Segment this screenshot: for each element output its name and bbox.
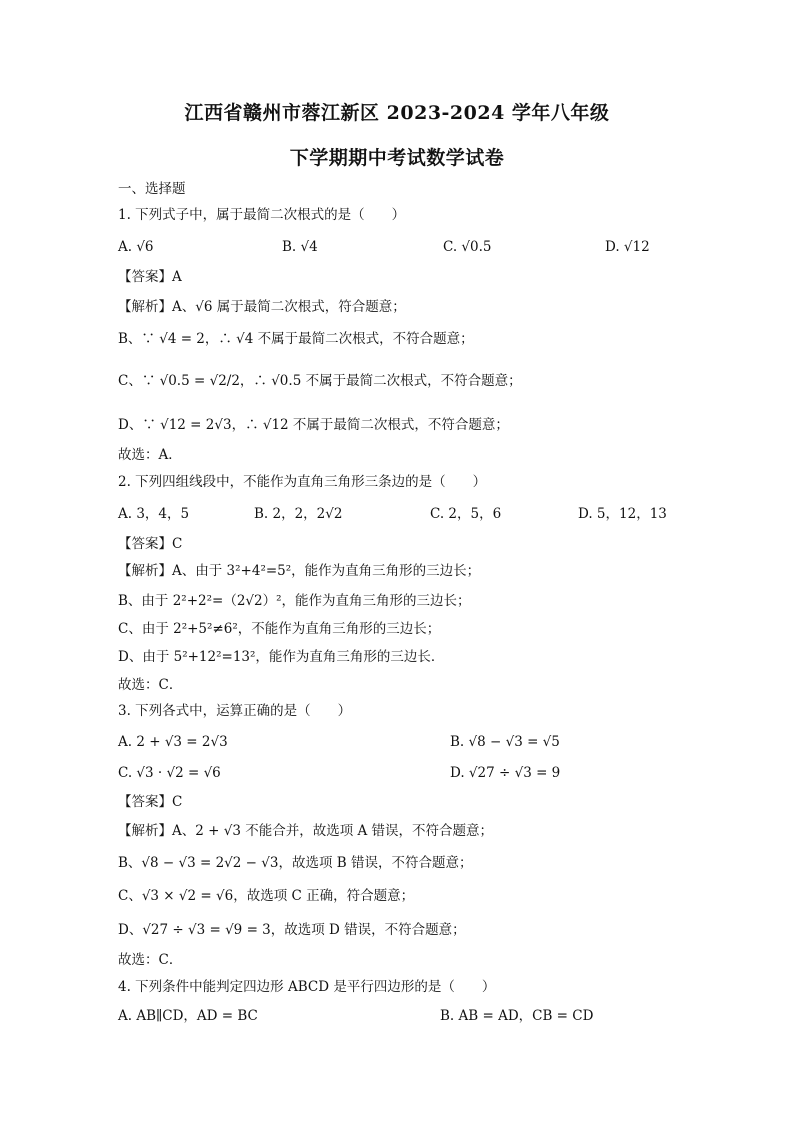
q1-option-b: B. √4 bbox=[282, 239, 318, 255]
q2-stem: 2. 下列四组线段中，不能作为直角三角形三条边的是（ ） bbox=[118, 474, 487, 490]
q3-option-a: A. 2 + √3 = 2√3 bbox=[118, 734, 228, 750]
q4-option-b: B. AB = AD，CB = CD bbox=[440, 1008, 594, 1024]
q3-option-b: B. √8 − √3 = √5 bbox=[450, 734, 560, 750]
q3-conclusion: 故选：C． bbox=[118, 952, 183, 968]
q3-analysis-1: 【解析】A、2 + √3 不能合并，故选项 A 错误，不符合题意； bbox=[118, 823, 494, 839]
q3-option-c: C. √3 · √2 = √6 bbox=[118, 765, 221, 781]
q3-answer: 【答案】C bbox=[118, 794, 183, 810]
q3-analysis-4: D、√27 ÷ √3 = √9 = 3，故选项 D 错误，不符合题意； bbox=[118, 922, 466, 938]
q3-option-d: D. √27 ÷ √3 = 9 bbox=[450, 765, 561, 781]
q3-stem: 3. 下列各式中，运算正确的是（ ） bbox=[118, 703, 352, 719]
q1-option-c: C. √0.5 bbox=[443, 239, 492, 255]
q2-answer: 【答案】C bbox=[118, 536, 183, 552]
page-title-line1: 江西省赣州市蓉江新区 2023-2024 学年八年级 bbox=[184, 102, 610, 124]
q4-option-a: A. AB∥CD，AD = BC bbox=[118, 1008, 258, 1024]
q1-analysis-1: 【解析】A、√6 属于最简二次根式，符合题意； bbox=[118, 299, 406, 315]
q1-option-a: A. √6 bbox=[118, 239, 154, 255]
q3-analysis-2: B、√8 − √3 = 2√2 − √3，故选项 B 错误，不符合题意； bbox=[118, 855, 473, 871]
q2-option-b: B. 2，2，2√2 bbox=[254, 506, 343, 522]
q1-answer: 【答案】A bbox=[118, 269, 182, 285]
q4-stem: 4. 下列条件中能判定四边形 ABCD 是平行四边形的是（ ） bbox=[118, 979, 496, 995]
q2-option-a: A. 3，4，5 bbox=[118, 506, 190, 522]
page-title-line2: 下学期期中考试数学试卷 bbox=[289, 147, 505, 169]
q2-conclusion: 故选：C． bbox=[118, 677, 183, 693]
q2-option-d: D. 5，12，13 bbox=[578, 506, 667, 522]
q1-option-d: D. √12 bbox=[605, 239, 650, 255]
q1-analysis-2: B、∵ √4 = 2，∴ √4 不属于最简二次根式，不符合题意； bbox=[118, 331, 474, 347]
q2-analysis-4: D、由于 5²+12²=13²，能作为直角三角形的三边长． bbox=[118, 649, 445, 665]
q1-analysis-3: C、∵ √0.5 = √2/2，∴ √0.5 不属于最简二次根式，不符合题意； bbox=[118, 373, 522, 389]
q2-analysis-1: 【解析】A、由于 3²+4²=5²，能作为直角三角形的三边长； bbox=[118, 563, 481, 579]
q1-analysis-4: D、∵ √12 = 2√3，∴ √12 不属于最简二次根式，不符合题意； bbox=[118, 417, 509, 433]
q2-option-c: C. 2，5，6 bbox=[430, 506, 502, 522]
q3-analysis-3: C、√3 × √2 = √6，故选项 C 正确，符合题意； bbox=[118, 888, 415, 904]
q1-stem: 1. 下列式子中，属于最简二次根式的是（ ） bbox=[118, 207, 406, 223]
q2-analysis-2: B、由于 2²+2²=（2√2）²，能作为直角三角形的三边长； bbox=[118, 593, 471, 609]
q2-analysis-3: C、由于 2²+5²≠6²，不能作为直角三角形的三边长； bbox=[118, 621, 441, 637]
q1-conclusion: 故选：A． bbox=[118, 447, 182, 463]
section-heading: 一、选择题 bbox=[118, 181, 186, 197]
